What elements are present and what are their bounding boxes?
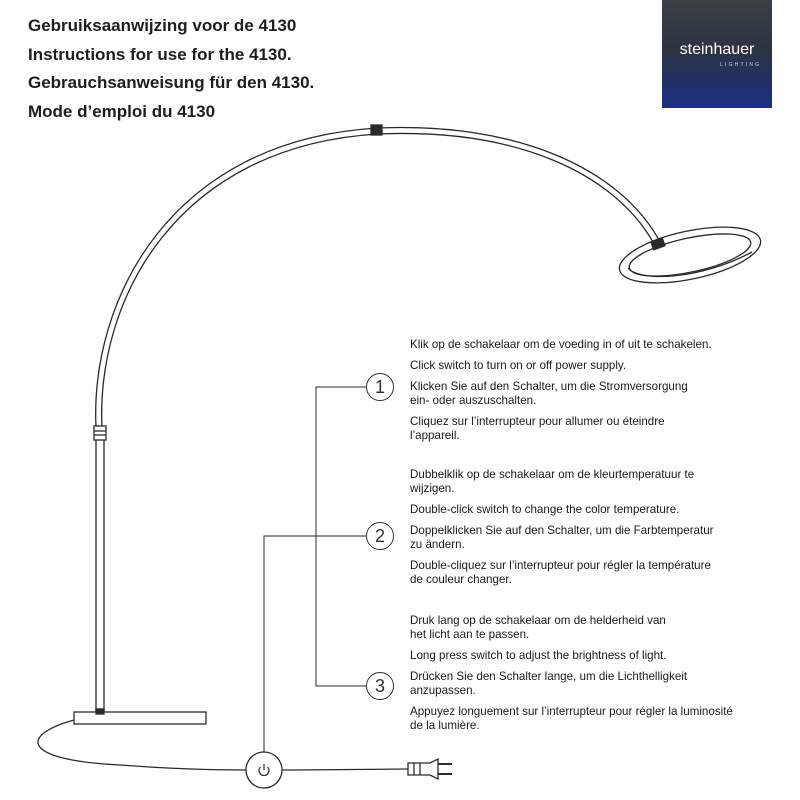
- step-2-english: Double-click switch to change the color temperature.: [410, 503, 680, 516]
- step-number-3: 3: [366, 672, 394, 700]
- logo-name: steinhauer: [679, 41, 755, 58]
- title-french: Mode d’emploi du 4130: [28, 101, 216, 121]
- step-3-dutch: Druk lang op de schakelaar om de helderheid van het licht aan te passen.: [410, 614, 666, 641]
- lamp-base: [74, 712, 206, 724]
- step-number-2: 2: [366, 522, 394, 550]
- step-1-french: Cliquez sur l’interrupteur pour allumer ou éteindre l’appareil.: [410, 415, 665, 442]
- step-1-german: Klicken Sie auf den Schalter, um die Stromversorgung ein- oder auszuschalten.: [410, 380, 688, 407]
- step-2-dutch: Dubbelklik op de schakelaar om de kleurtemperatuur te wijzigen.: [410, 468, 695, 495]
- lamp-ring-outer: [615, 217, 766, 294]
- step-2-german: Doppelklicken Sie auf den Schalter, um die Farbtemperatur zu ändern.: [410, 524, 714, 551]
- step-2-french: Double-cliquez sur l’interrupteur pour régler la température de couleur changer.: [410, 559, 711, 586]
- step-1-dutch: Klik op de schakelaar om de voeding in of uit te schakelen.: [410, 338, 712, 351]
- title-german: Gebrauchsanweisung für den 4130.: [28, 73, 315, 92]
- step-number-1: 1: [366, 373, 394, 401]
- step-3-german: Drücken Sie den Schalter lange, um die Lichthelligkeit anzupassen.: [410, 670, 688, 697]
- pole-joint: [94, 426, 106, 440]
- logo-subtitle: LIGHTING: [720, 62, 762, 68]
- leader-line-2: [264, 536, 366, 752]
- step-1-english: Click switch to turn on or off power supply.: [410, 359, 627, 372]
- arc-joint: [371, 125, 382, 135]
- power-plug: [408, 759, 438, 779]
- step-2-text: [410, 468, 790, 594]
- title-english: Instructions for use for the 4130.: [28, 44, 292, 64]
- step-3-english: Long press switch to adjust the brightness of light.: [410, 649, 667, 662]
- step-3-text: [410, 614, 790, 740]
- step-1-text: [410, 338, 790, 450]
- step-3-french: Appuyez longuement sur l’interrupteur pour régler la luminosité de la lumière.: [410, 705, 733, 732]
- title-dutch: Gebruiksaanwijzing voor de 4130: [28, 16, 297, 35]
- power-cable: [38, 720, 246, 770]
